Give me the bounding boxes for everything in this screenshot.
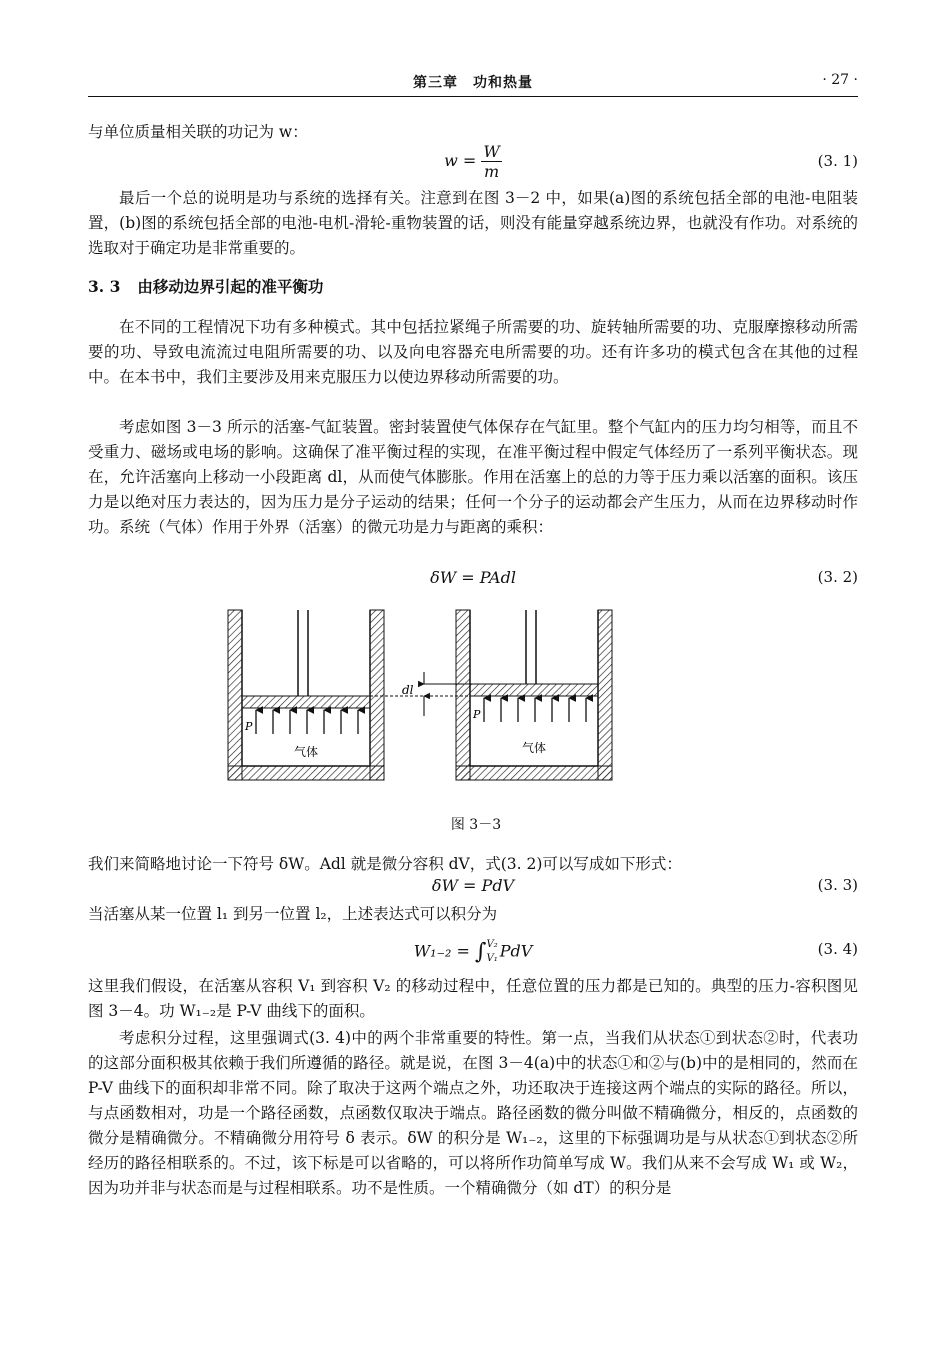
section-heading [88,275,323,297]
left-pressure-arrows [256,710,358,734]
paragraph-7: 考虑积分过程，这里强调式(3. 4)中的两个非常重要的特性。第一点，当我们从状态①到状态②时，代表功的这部分面积极其依赖于我们所遵循的路径。就是说，在图 3－4(a)中的状态①和②与(b)中的是相同的，然而在 P-V 曲线下的面积却非常不同。除了取决于这两个端点之外，功还取决于连接这两个端点的实际的路径。所以，与点函数相对，功是一个路径函数，点函数仅取决于端点。路径函数的微分叫做不精确微分，相反的，点函数的微分是精确微分。不精确微分用符号 δ 表示。δW 的积分是 W₁₋₂，这里的下标强调功是与从状态①到状态②所经历的路径相联系的。不过，该下标是可以省略的，可以将所作功简单写成 W。我们从来不会写成 W₁ 或 W₂，因为功并非与状态而是与过程相联系。功不是性质。一个精确微分（如 dT）的积分是 [88,1029,858,1197]
dl-indicator [370,672,470,716]
right-pressure-label: P [473,708,481,721]
paragraph-2: 在不同的工程情况下功有多种模式。其中包括拉紧绳子所需要的功、旋转轴所需要的功、克服摩擦移动所需要的功、导致电流流过电阻所需要的功、以及向电容器充电所需要的功。还有许多功的模式包含在其他的过程中。在本书中，我们主要涉及用来克服压力以使边界移动所需要的功。 [88,318,858,386]
paragraph-4: 我们来简略地讨论一下符号 δW。Adl 就是微分容积 dV，式(3. 2)可以写成如下形式： [88,855,682,873]
section-title: 由移动边界引起的准平衡功 [137,277,324,296]
chapter-title: 第三章 功和热量 [413,75,533,91]
eq-3-1-fraction [481,142,501,181]
equation-3-1 [88,142,858,182]
paragraph-5: 当活塞从某一位置 l₁ 到另一位置 l₂，上述表达式可以积分为 [88,905,498,923]
equation-3-3 [88,876,858,900]
eq-3-1-lhs: w = [444,151,477,170]
eq-3-3-number: (3. 3) [817,876,858,894]
left-pressure-label: P [245,720,253,733]
eq-3-4-upper-limit: V₂ [486,939,498,950]
eq-3-4-integrand: PdV [499,941,533,961]
eq-3-4-lhs: W₁₋₂ = [413,941,470,961]
page-number: · 27 · [822,72,858,88]
intro-line: 与单位质量相关联的功记为 w： [88,123,308,141]
equation-3-4 [88,928,858,972]
paragraph-1: 最后一个总的说明是功与系统的选择有关。注意到在图 3－2 中，如果(a)图的系统包括全部的电池-电阻装置，(b)图的系统包括全部的电池-电机-滑轮-重物装置的话，则没有能量穿越系统边界，也就没有作功。对系统的选取对于确定功是非常重要的。 [88,189,858,257]
figure-caption: 图 3－3 [450,817,502,833]
piston-cylinder-figure [226,604,726,784]
eq-3-1-denominator: m [484,162,500,181]
right-piston [470,610,598,696]
left-gas-label: 气体 [293,745,319,759]
paragraph-3: 考虑如图 3－3 所示的活塞-气缸装置。密封装置使气体保存在气缸里。整个气缸内的压力均匀相等，而且不受重力、磁场或电场的影响。这确保了准平衡过程的实现，在准平衡过程中假定气体经历了一系列平衡状态。现在，允许活塞向上移动一小段距离 dl，从而使气体膨胀。作用在活塞上的总的力等于压力乘以活塞的面积。该压力是以绝对压力表达的，因为压力是分子运动的结果；任何一个分子的运动都会产生压力，从而在边界移动时作功。系统（气体）作用于外界（活塞）的微元功是力与距离的乘积： [88,418,858,536]
running-header [88,70,858,97]
dl-label: dl [402,683,414,697]
eq-3-2-number: (3. 2) [817,568,858,586]
eq-3-2-body: δW = PAdl [430,568,516,587]
right-pressure-arrows [484,698,586,722]
right-gas-label: 气体 [521,741,547,755]
eq-3-4-number: (3. 4) [817,940,858,958]
equation-3-2 [88,568,858,592]
paragraph-6: 这里我们假设，在活塞从容积 V₁ 到容积 V₂ 的移动过程中，任意位置的压力都是已知的。典型的压力-容积图见图 3－4。功 W₁₋₂是 P-V 曲线下的面积。 [88,977,858,1020]
left-piston [242,610,370,708]
eq-3-4-integral-sign: ∫ [475,939,487,965]
section-number: 3. 3 [88,277,121,296]
eq-3-1-number: (3. 1) [817,152,858,170]
eq-3-3-body: δW = PdV [431,876,515,895]
eq-3-1-numerator: W [483,142,500,161]
eq-3-4-lower-limit: V₁ [486,953,498,964]
